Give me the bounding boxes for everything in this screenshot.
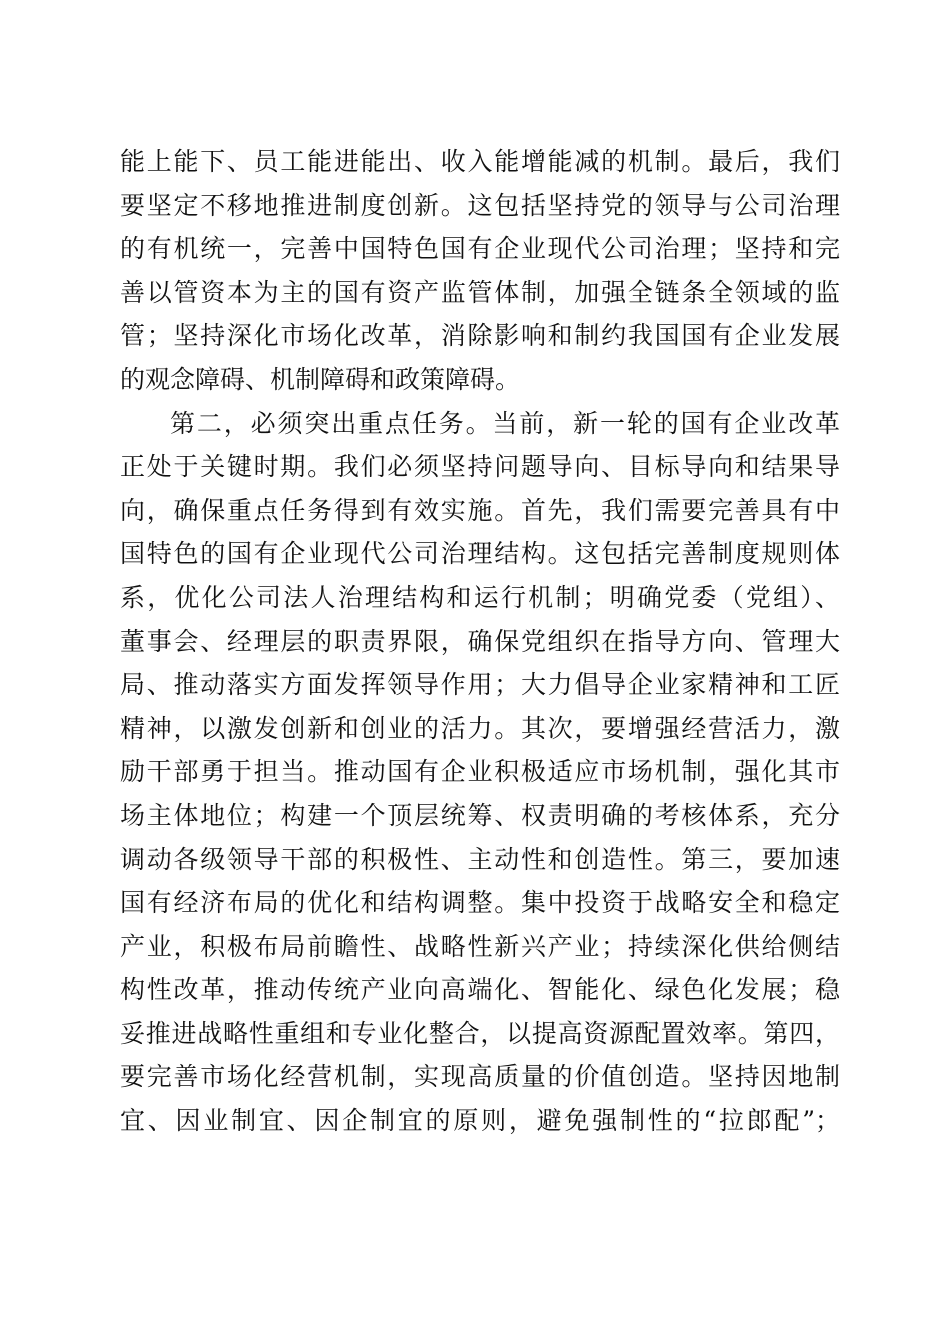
text-line: 产业，积极布局前瞻性、战略性新兴产业；持续深化供给侧结: [120, 931, 840, 961]
text-line: 正处于关键时期。我们必须坚持问题导向、目标导向和结果导: [120, 452, 840, 482]
text-line: 董事会、经理层的职责界限，确保党组织在指导方向、管理大: [120, 626, 840, 656]
text-line: 励干部勇于担当。推动国有企业积极适应市场机制，强化其市: [120, 757, 840, 787]
text-line: 调动各级领导干部的积极性、主动性和创造性。第三，要加速: [120, 844, 840, 874]
text-line: 管；坚持深化市场化改革，消除影响和制约我国国有企业发展: [120, 321, 840, 351]
text-line: 第二，必须突出重点任务。当前，新一轮的国有企业改革: [170, 408, 840, 438]
text-line: 场主体地位；构建一个顶层统筹、权责明确的考核体系，充分: [120, 800, 840, 830]
text-line: 国特色的国有企业现代公司治理结构。这包括完善制度规则体: [120, 539, 840, 569]
text-line: 精神，以激发创新和创业的活力。其次，要增强经营活力，激: [120, 713, 840, 743]
text-line: 向，确保重点任务得到有效实施。首先，我们需要完善具有中: [120, 495, 840, 525]
text-line: 的观念障碍、机制障碍和政策障碍。: [120, 364, 521, 394]
text-line: 妥推进战略性重组和专业化整合，以提高资源配置效率。第四，: [120, 1018, 840, 1048]
text-line: 能上能下、员工能进能出、收入能增能减的机制。最后，我们: [120, 147, 840, 176]
text-line: 局、推动落实方面发挥领导作用；大力倡导企业家精神和工匠: [120, 670, 840, 700]
text-line: 国有经济布局的优化和结构调整。集中投资于战略安全和稳定: [120, 888, 840, 918]
text-line: 系，优化公司法人治理结构和运行机制；明确党委（党组）、: [120, 582, 840, 612]
text-line: 要完善市场化经营机制，实现高质量的价值创造。坚持因地制: [120, 1062, 840, 1092]
text-line: 善以管资本为主的国有资产监管体制，加强全链条全领域的监: [120, 277, 840, 307]
body-text: [120, 140, 840, 1143]
text-line: 宜、因业制宜、因企制宜的原则，避免强制性的“拉郎配”；: [120, 1106, 840, 1136]
text-line: 要坚定不移地推进制度创新。这包括坚持党的领导与公司治理: [120, 190, 840, 220]
text-line: 构性改革，推动传统产业向高端化、智能化、绿色化发展；稳: [120, 975, 840, 1005]
text-line: 的有机统一，完善中国特色国有企业现代公司治理；坚持和完: [120, 234, 840, 264]
